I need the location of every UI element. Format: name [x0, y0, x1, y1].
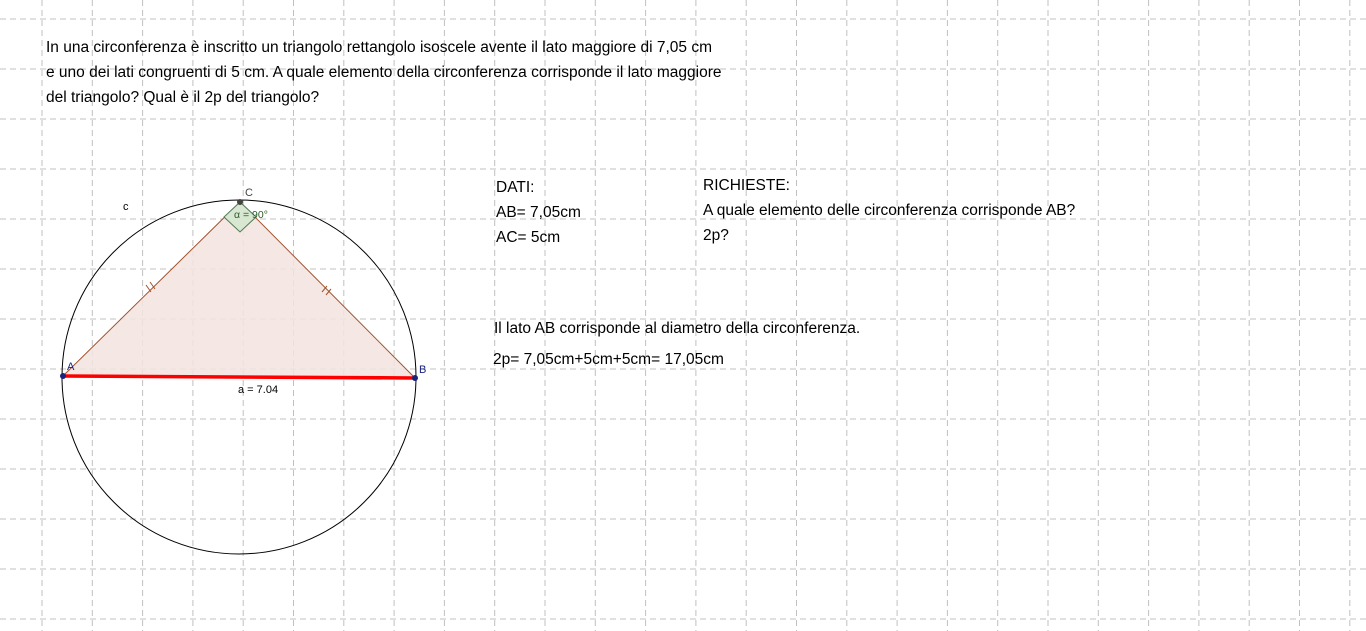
richieste-line: A quale elemento delle circonferenza corrisponde AB?: [703, 202, 1076, 219]
problem-statement: [46, 35, 722, 110]
circle-label: c: [123, 201, 129, 213]
segment-label: a = 7.04: [238, 384, 279, 396]
angle-label: α = 90°: [234, 209, 268, 221]
point-a-label: A: [67, 361, 75, 373]
point-c[interactable]: [237, 199, 243, 205]
diameter-ab[interactable]: [63, 376, 415, 378]
point-b-label: B: [419, 364, 427, 376]
dati-block: [496, 175, 581, 250]
answer-text: Il lato AB corrisponde al diametro della circonferenza.: [494, 320, 861, 337]
richieste-title: RICHIESTE:: [703, 177, 790, 194]
perimeter-text: 2p= 7,05cm+5cm+5cm= 17,05cm: [493, 351, 724, 368]
problem-line: del triangolo? Qual è il 2p del triangolo?: [46, 89, 320, 106]
point-c-label: C: [245, 187, 253, 199]
problem-line: e uno dei lati congruenti di 5 cm. A quale elemento della circonferenza corrisponde il lato maggiore: [46, 64, 722, 81]
point-a[interactable]: [60, 373, 66, 379]
dati-line: AB= 7,05cm: [496, 204, 581, 221]
point-b[interactable]: [412, 375, 418, 381]
richieste-block: [703, 173, 1075, 248]
richieste-line: 2p?: [703, 227, 729, 244]
dati-line: AC= 5cm: [496, 229, 561, 246]
dati-title: DATI:: [496, 179, 535, 196]
problem-line: In una circonferenza è inscritto un triangolo rettangolo isoscele avente il lato maggiore di 7,05 cm: [46, 39, 713, 56]
